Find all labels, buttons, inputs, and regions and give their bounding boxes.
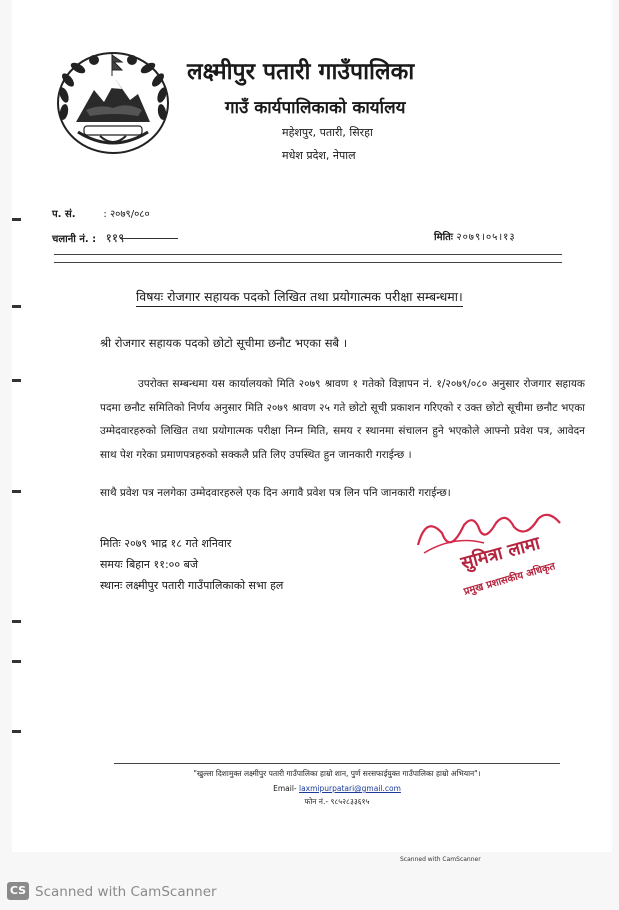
body-paragraph-1 [100,373,585,467]
margin-mark [12,218,21,221]
nepal-emblem-logo [54,50,172,156]
margin-mark [12,620,21,623]
footer-email [12,784,619,793]
exam-venue: स्थानः लक्ष्मीपुर पतारी गाउँपालिकाको सभा हल [100,579,284,592]
camscanner-logo: CS [7,882,29,900]
header-divider [54,254,562,255]
exam-time: समयः बिहान ११:०० बजे [100,558,199,571]
body-paragraph-2: साथै प्रवेश पत्र नलगेका उम्मेदवारहरुले एक दिन अगावै प्रवेश पत्र लिन पनि जानकारी गराईन्छ। [100,487,451,499]
dispatch-label: चलानी नं. : [52,234,97,245]
letter-page [12,0,612,852]
office-address-line1: महेशपुर, पतारी, सिरहा [282,126,373,139]
margin-mark [12,379,21,382]
dispatch-underline [120,238,178,239]
fiscal-year-value: : २०७९/०८० [103,209,150,220]
header-divider [54,262,562,263]
signature-stamp [414,505,589,615]
paragraph-1-text: उपरोक्त सम्बन्धमा यस कार्यालयको मिति २०७९ श्रावण १ गतेको विज्ञापन नं. १/२०७९/०८० अनुसार रोजगार सहायक पदमा छनौट समितिको निर्णय अनुसार मिति २०७९ श्रावण २५ गते छोटो सूची प्रकाशन गरिएको र उक्त छोटो सूचीमा छनौट भएका उम्मेदवारहरुको लिखित तथा प्रयोगात्मक परीक्षा निम्न मिति, समय र स्थानमा संचालन हुने भएकोले आफ्नो प्रवेश पत्र, आवेदन साथ पेश गरेका प्रमाणपत्रहरुको सक्कलै प्रति लिए उपस्थित हुन जानकारी गराईन्छ । [100,378,585,461]
email-link[interactable]: laxmipurpatari@gmail.com [299,784,401,793]
date-label: मितिः [434,232,453,243]
email-label: Email- [273,784,297,793]
letter-date [434,229,516,243]
signatory-name: सुमित्रा लामा [458,532,543,575]
margin-mark [12,730,21,733]
camscanner-watermark: Scanned with CamScanner [35,884,217,900]
office-name: लक्ष्मीपुर पतारी गाउँपालिका [187,59,415,85]
footer-divider [114,763,560,764]
margin-mark [12,660,21,663]
margin-mark [12,490,21,493]
exam-date: मितिः २०७९ भाद्र १८ गते शनिवार [100,537,232,550]
office-subtitle: गाउँ कार्यपालिकाको कार्यालय [225,98,406,118]
office-address-line2: मधेश प्रदेश, नेपाल [282,149,356,162]
margin-mark [12,305,21,308]
date-value: २०७९।०५।१३ [456,232,516,243]
signatory-designation: प्रमुख प्रशासकीय अधिकृत [462,561,557,598]
footer-slogan: "खुल्ला दिशामुक्त लक्ष्मीपुर पतारी गाउँपालिका हाम्रो शान, पुर्ण सरसफाईयुक्त गाउँपालिका हाम्रो अभियान"। [193,769,481,778]
fiscal-year-label: प. सं. [52,209,76,220]
scanner-note: Scanned with CamScanner [400,856,481,863]
dispatch-number-ref [52,229,124,246]
fiscal-year-ref [52,206,150,220]
letter-subject: विषयः रोजगार सहायक पदको लिखित तथा प्रयोगात्मक परीक्षा सम्बन्धमा। [136,288,463,307]
letter-addressee: श्री रोजगार सहायक पदको छोटो सूचीमा छनौट भएका सबै । [100,336,348,350]
footer-phone: फोन नं.- ९८५२८३३६१५ [304,797,370,806]
dispatch-value: ११९ [105,231,125,245]
